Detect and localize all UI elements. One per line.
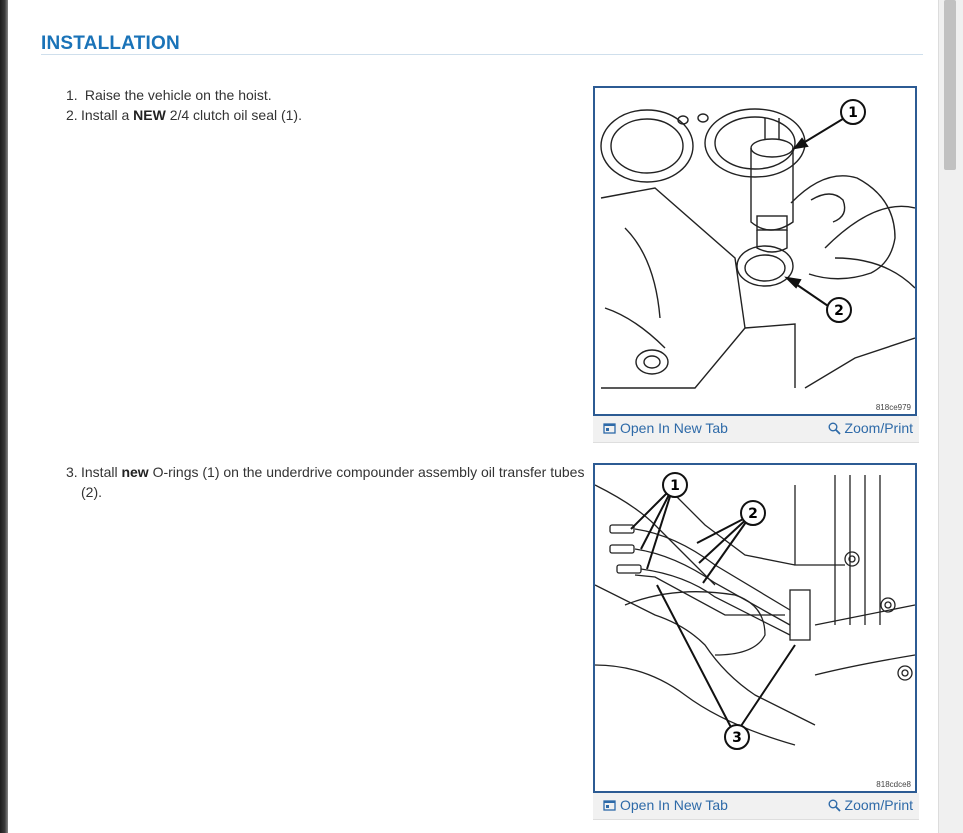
step-text: Install [81,464,122,480]
section-title: INSTALLATION [41,33,180,54]
callout-1: 1 [670,478,680,494]
open-in-new-tab-label[interactable]: Open In New Tab [620,420,728,436]
step-number: 3. [66,464,78,480]
step-emphasis: NEW [133,107,166,123]
step-text: Raise the vehicle on the hoist. [84,87,272,103]
zoom-print-label[interactable]: Zoom/Print [844,797,913,813]
step-text-continued: (2). [81,484,102,500]
figure-toolbar [593,416,919,443]
figure-oil-transfer-tubes [593,463,917,793]
open-in-new-tab-link[interactable] [603,420,728,436]
vertical-scrollbar[interactable] [938,0,963,833]
window-edge [0,0,8,833]
step-emphasis: new [121,464,149,480]
magnifier-icon [828,422,841,435]
figure-code: 818ce979 [875,403,911,412]
callout-1: 1 [848,105,858,121]
step-2 [66,105,302,125]
illustration-clutch-seal [595,88,915,414]
figure-toolbar [593,793,919,820]
section-divider [41,54,923,55]
step-text: Install a [81,107,134,123]
illustration-transfer-tubes [595,465,915,791]
callout-3: 3 [732,730,742,746]
step-1 [66,85,272,105]
callout-2: 2 [748,506,758,522]
step-number: 2. [66,107,78,123]
step-3 [66,462,596,502]
scrollbar-thumb[interactable] [944,0,956,170]
new-tab-icon [603,422,616,435]
figure-code: 818cdce8 [876,780,911,789]
step-number: 1. [66,87,78,103]
page-content [8,0,939,833]
open-in-new-tab-label[interactable]: Open In New Tab [620,797,728,813]
magnifier-icon [828,799,841,812]
zoom-print-link[interactable] [828,797,913,813]
new-tab-icon [603,799,616,812]
zoom-print-label[interactable]: Zoom/Print [844,420,913,436]
step-text-end: 2/4 clutch oil seal (1). [165,107,302,123]
open-in-new-tab-link[interactable] [603,797,728,813]
step-text-end: O-rings (1) on the underdrive compounder assembly oil transfer tubes [148,464,585,480]
callout-2: 2 [834,303,844,319]
zoom-print-link[interactable] [828,420,913,436]
figure-clutch-oil-seal [593,86,917,416]
